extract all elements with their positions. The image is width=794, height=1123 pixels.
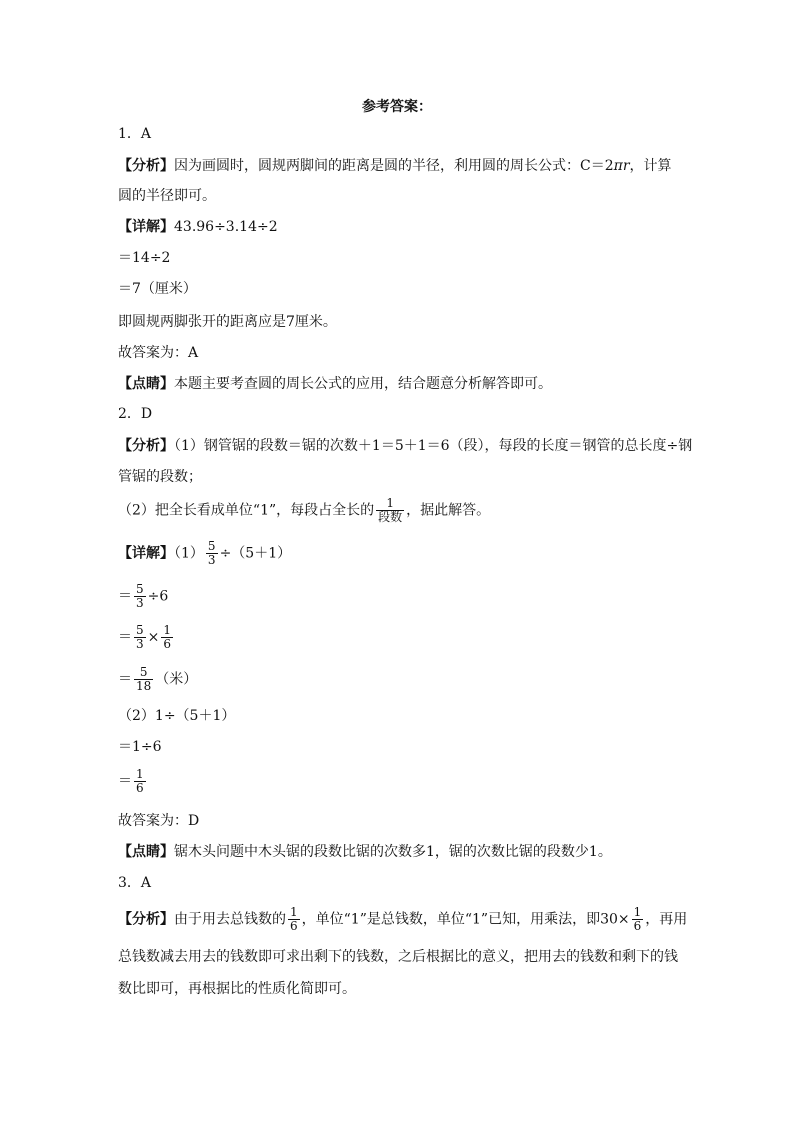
q1-comment-text: 本题主要考查圆的周长公式的应用，结合题意分析解答即可。 [174,376,552,392]
q2-analysis-text-1: （1）钢管锯的段数＝锯的次数＋1＝5＋1＝6（段），每段的长度＝钢管的总长度÷钢 [174,438,693,454]
q2-detail-expr-2: ÷6 [147,588,169,605]
q3-analysis-line-2: 总钱数减去用去的钱数即可求出剩下的钱数，之后根据比的意义，把用去的钱数和剩下的钱 [118,949,678,965]
q2-detail-line-6: ＝1÷6 [118,739,162,755]
comment-tag: 【点睛】 [118,376,174,392]
unit-meters: （米） [155,671,198,688]
fraction-1-6 [288,906,300,933]
q2-detail-part-label: （1） [174,545,204,562]
q2-analysis-line-3 [118,497,688,524]
fraction-denominator: 6 [290,919,298,933]
q1-analysis-text-1a: 因为画圆时，圆规两脚间的距离是圆的半径，利用圆的周长公式：C＝2 [174,158,614,174]
equals-sign: ＝ [118,629,132,646]
fraction-numerator: 5 [136,582,144,596]
q2-number: 2．D [118,406,153,422]
q2-comment [118,842,688,862]
fraction-numerator: 1 [386,496,394,510]
fraction-5-3 [206,540,218,567]
q1-detail-line-2: ＝14÷2 [118,250,171,266]
q1-analysis-line-2: 圆的半径即可。 [118,188,216,204]
q2-detail-expr-1: ÷（5＋1） [219,545,292,562]
q2-answer: 故答案为：D [118,813,200,829]
fraction-denominator: 6 [163,637,172,651]
analysis-tag: 【分析】 [118,438,174,454]
fraction-1-6 [134,768,146,795]
fraction-numerator: 1 [633,905,642,919]
fraction-5-3 [134,624,146,651]
fraction-1-6 [632,906,644,933]
fraction-1-6 [161,624,173,651]
fraction-numerator: 5 [207,539,216,553]
fraction-denominator: 18 [136,679,152,693]
fraction-denominator: 3 [207,553,216,567]
fraction-denominator: 段数 [378,510,403,524]
q2-detail-line-7 [118,768,688,795]
q1-answer: 故答案为：A [118,345,199,361]
q1-detail-line-3: ＝7（厘米） [118,281,197,297]
q2-detail-line-3 [118,624,688,651]
q3-analysis-text-1c: ，再用 [645,911,688,928]
equals-sign: ＝ [118,671,132,688]
q2-analysis-text-3b: ，据此解答。 [406,502,491,519]
q1-comment [118,374,688,394]
q1-number: 1．A [118,126,152,142]
analysis-tag: 【分析】 [118,911,174,928]
q3-number: 3．A [118,875,152,891]
q3-analysis-line-1 [118,906,688,933]
fraction-denominator: 3 [136,596,144,610]
q2-detail-line-1 [118,540,688,567]
q3-analysis-line-3: 数比即可，再根据比的性质化简即可。 [118,981,356,997]
fraction-one-over-segments [376,497,404,524]
fraction-numerator: 1 [163,623,172,637]
q1-detail-line-1 [118,217,688,237]
pi-r: πr [613,158,630,174]
page-title: 参考答案： [362,99,432,115]
q2-comment-text: 锯木头问题中木头锯的段数比锯的次数多1，锯的次数比锯的段数少1。 [174,844,612,860]
q1-analysis-line-1 [118,156,688,176]
fraction-numerator: 5 [139,665,148,679]
q1-detail-expr: 43.96÷3.14÷2 [174,219,278,235]
detail-tag: 【详解】 [118,545,174,562]
fraction-5-3 [134,583,146,610]
fraction-5-18 [134,666,153,693]
fraction-denominator: 6 [633,919,642,933]
q2-analysis-text-3a: （2）把全长看成单位“1”，每段占全长的 [118,502,375,519]
q3-analysis-text-1a: 由于用去总钱数的 [174,911,286,928]
comment-tag: 【点睛】 [118,844,174,860]
q2-detail-line-2 [118,583,688,610]
fraction-denominator: 3 [136,637,144,651]
q2-detail-line-5: （2）1÷（5＋1） [118,708,236,724]
fraction-numerator: 5 [136,623,144,637]
q2-analysis-line-1 [118,436,693,456]
q2-detail-line-4 [118,666,688,693]
q1-detail-line-4: 即圆规两脚张开的距离应是7厘米。 [118,314,337,330]
fraction-numerator: 1 [136,767,144,781]
analysis-tag: 【分析】 [118,158,174,174]
q1-analysis-text-1b: ，计算 [629,158,672,174]
equals-sign: ＝ [118,773,132,790]
q2-analysis-line-2: 管锯的段数； [118,469,202,485]
q3-analysis-text-1b: ，单位“1”是总钱数，单位“1”已知，用乘法，即30× [301,911,630,928]
fraction-numerator: 1 [290,905,298,919]
detail-tag: 【详解】 [118,219,174,235]
equals-sign: ＝ [118,588,132,605]
fraction-denominator: 6 [136,781,144,795]
times-sign: × [147,629,160,646]
